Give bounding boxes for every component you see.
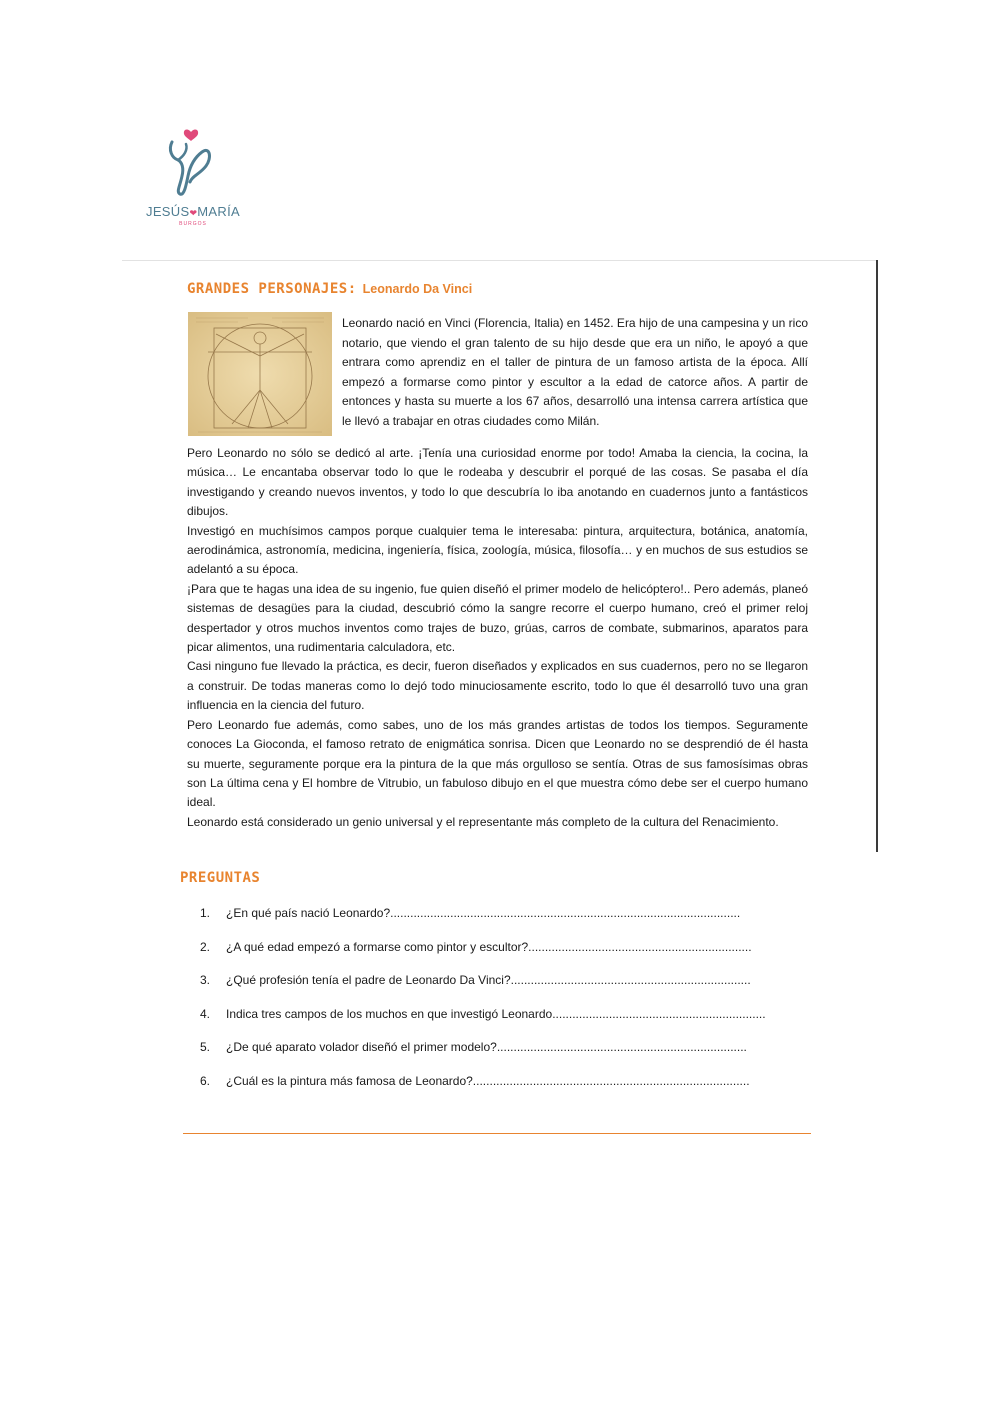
heart-icon: ❤	[189, 208, 198, 218]
logo-subtitle: BURGOS	[179, 221, 207, 227]
question-item[interactable]	[200, 1007, 812, 1041]
page-title	[187, 280, 472, 298]
intro-paragraph: Leonardo nació en Vinci (Florencia, Italia) en 1452. Era hijo de una campesina y un rico notario, que viendo el gran talento de su hijo desde que era un niño, le apoyó a que entrara como aprendiz en el taller de pintura de un famoso artista de la época. Allí empezó a formarse como pintor y escultor a la edad de catorce años. A partir de entonces y hasta su muerte a los 67 años, desarrolló una intensa carrera artística que le llevó a trabajar en otras ciudades como Milán.	[342, 316, 808, 428]
logo-name	[138, 204, 248, 219]
paragraph: ¡Para que te hagas una idea de su ingenio, fue quien diseñó el primer modelo de helicóptero!.. Pero además, planeó sistemas de desagües para la ciudad, descubrió cómo la sangre recorre el cuerpo humano, creó el primer reloj despertador y otros muchos inventos como trajes de buzo, grúas, carros de combate, submarinos, aparatos para picar alimentos, una rudimentaria calculadora, etc.	[187, 581, 808, 655]
question-text: Indica tres campos de los muchos en que investigó Leonardo................................................................	[226, 1006, 766, 1021]
questions-list	[200, 906, 812, 1108]
frame-right-line	[876, 260, 878, 852]
article-body	[187, 444, 808, 832]
question-item[interactable]	[200, 906, 812, 940]
question-text: ¿A qué edad empezó a formarse como pintor y escultor?...................................................................	[226, 939, 752, 954]
question-text: ¿En qué país nació Leonardo?.........................................................................................................	[226, 906, 741, 920]
question-text: ¿Qué profesión tenía el padre de Leonardo Da Vinci?........................................................................	[226, 973, 751, 988]
paragraph: Pero Leonardo fue además, como sabes, uno de los más grandes artistas de todos los tiempos. Seguramente conoces La Gioconda, el famoso retrato de enigmática sonrisa. Dicen que Leonardo no se desprendió de él hasta su muerte, seguramente porque era la pintura de la que más orgulloso se sentía. Otras de sus famosísimas obras son La última cena y El hombre de Vitrubio, un fabuloso dibujo en el que muestra cómo debe ser el cuerpo humano ideal.	[187, 717, 808, 810]
logo-name-right: MARÍA	[197, 204, 240, 219]
question-number: 6.	[200, 1073, 211, 1088]
bottom-divider	[183, 1133, 811, 1134]
question-text: ¿Cuál es la pintura más famosa de Leonardo?...................................................................................	[226, 1073, 750, 1088]
paragraph: Casi ninguno fue llevado la práctica, es decir, fueron diseñados y explicados en sus cuadernos, pero no se llegaron a construir. De todas maneras como lo dejó todo minuciosamente escrito, todo lo que él desarrolló tuvo una gran influencia en la ciencia del futuro.	[187, 659, 808, 713]
question-text: ¿De qué aparato volador diseñó el primer modelo?...........................................................................	[226, 1040, 747, 1055]
jesus-maria-logo-icon	[158, 128, 228, 200]
frame-top-line	[122, 260, 876, 261]
question-number: 5.	[200, 1040, 211, 1055]
paragraph: Pero Leonardo no sólo se dedicó al arte. ¡Tenía una curiosidad enorme por todo! Amaba la ciencia, la cocina, la música… Le encantaba observar todo lo que le rodeaba y descubrir el porqué de las cosas. Se pasaba el día investigando y creando nuevos inventos, y todo lo que descubría lo iba anotando en cuadernos junto a fantásticos dibujos.	[187, 446, 808, 519]
title-subtitle: Leonardo Da Vinci	[362, 282, 473, 296]
questions-title: PREGUNTAS	[180, 870, 261, 886]
question-number: 1.	[200, 906, 211, 920]
question-item[interactable]	[200, 973, 812, 1007]
question-number: 4.	[200, 1006, 211, 1021]
question-item[interactable]	[200, 1040, 812, 1074]
question-item[interactable]	[200, 940, 812, 974]
vitruvian-man-image	[188, 312, 332, 436]
question-number: 2.	[200, 939, 211, 954]
title-main: GRANDES PERSONAJES:	[187, 281, 357, 297]
paragraph: Investigó en muchísimos campos porque cualquier tema le interesaba: pintura, arquitectura, botánica, anatomía, aerodinámica, astronomía, medicina, ingeniería, física, zoología, música, filosofía… y en muchos de sus estudios se adelantó a su época.	[187, 523, 808, 577]
logo-name-left: JESÚS	[146, 204, 190, 219]
question-item[interactable]	[200, 1074, 812, 1108]
question-number: 3.	[200, 973, 211, 988]
paragraph: Leonardo está considerado un genio universal y el representante más completo de la cultura del Renacimiento.	[187, 814, 779, 829]
school-logo	[138, 128, 248, 233]
